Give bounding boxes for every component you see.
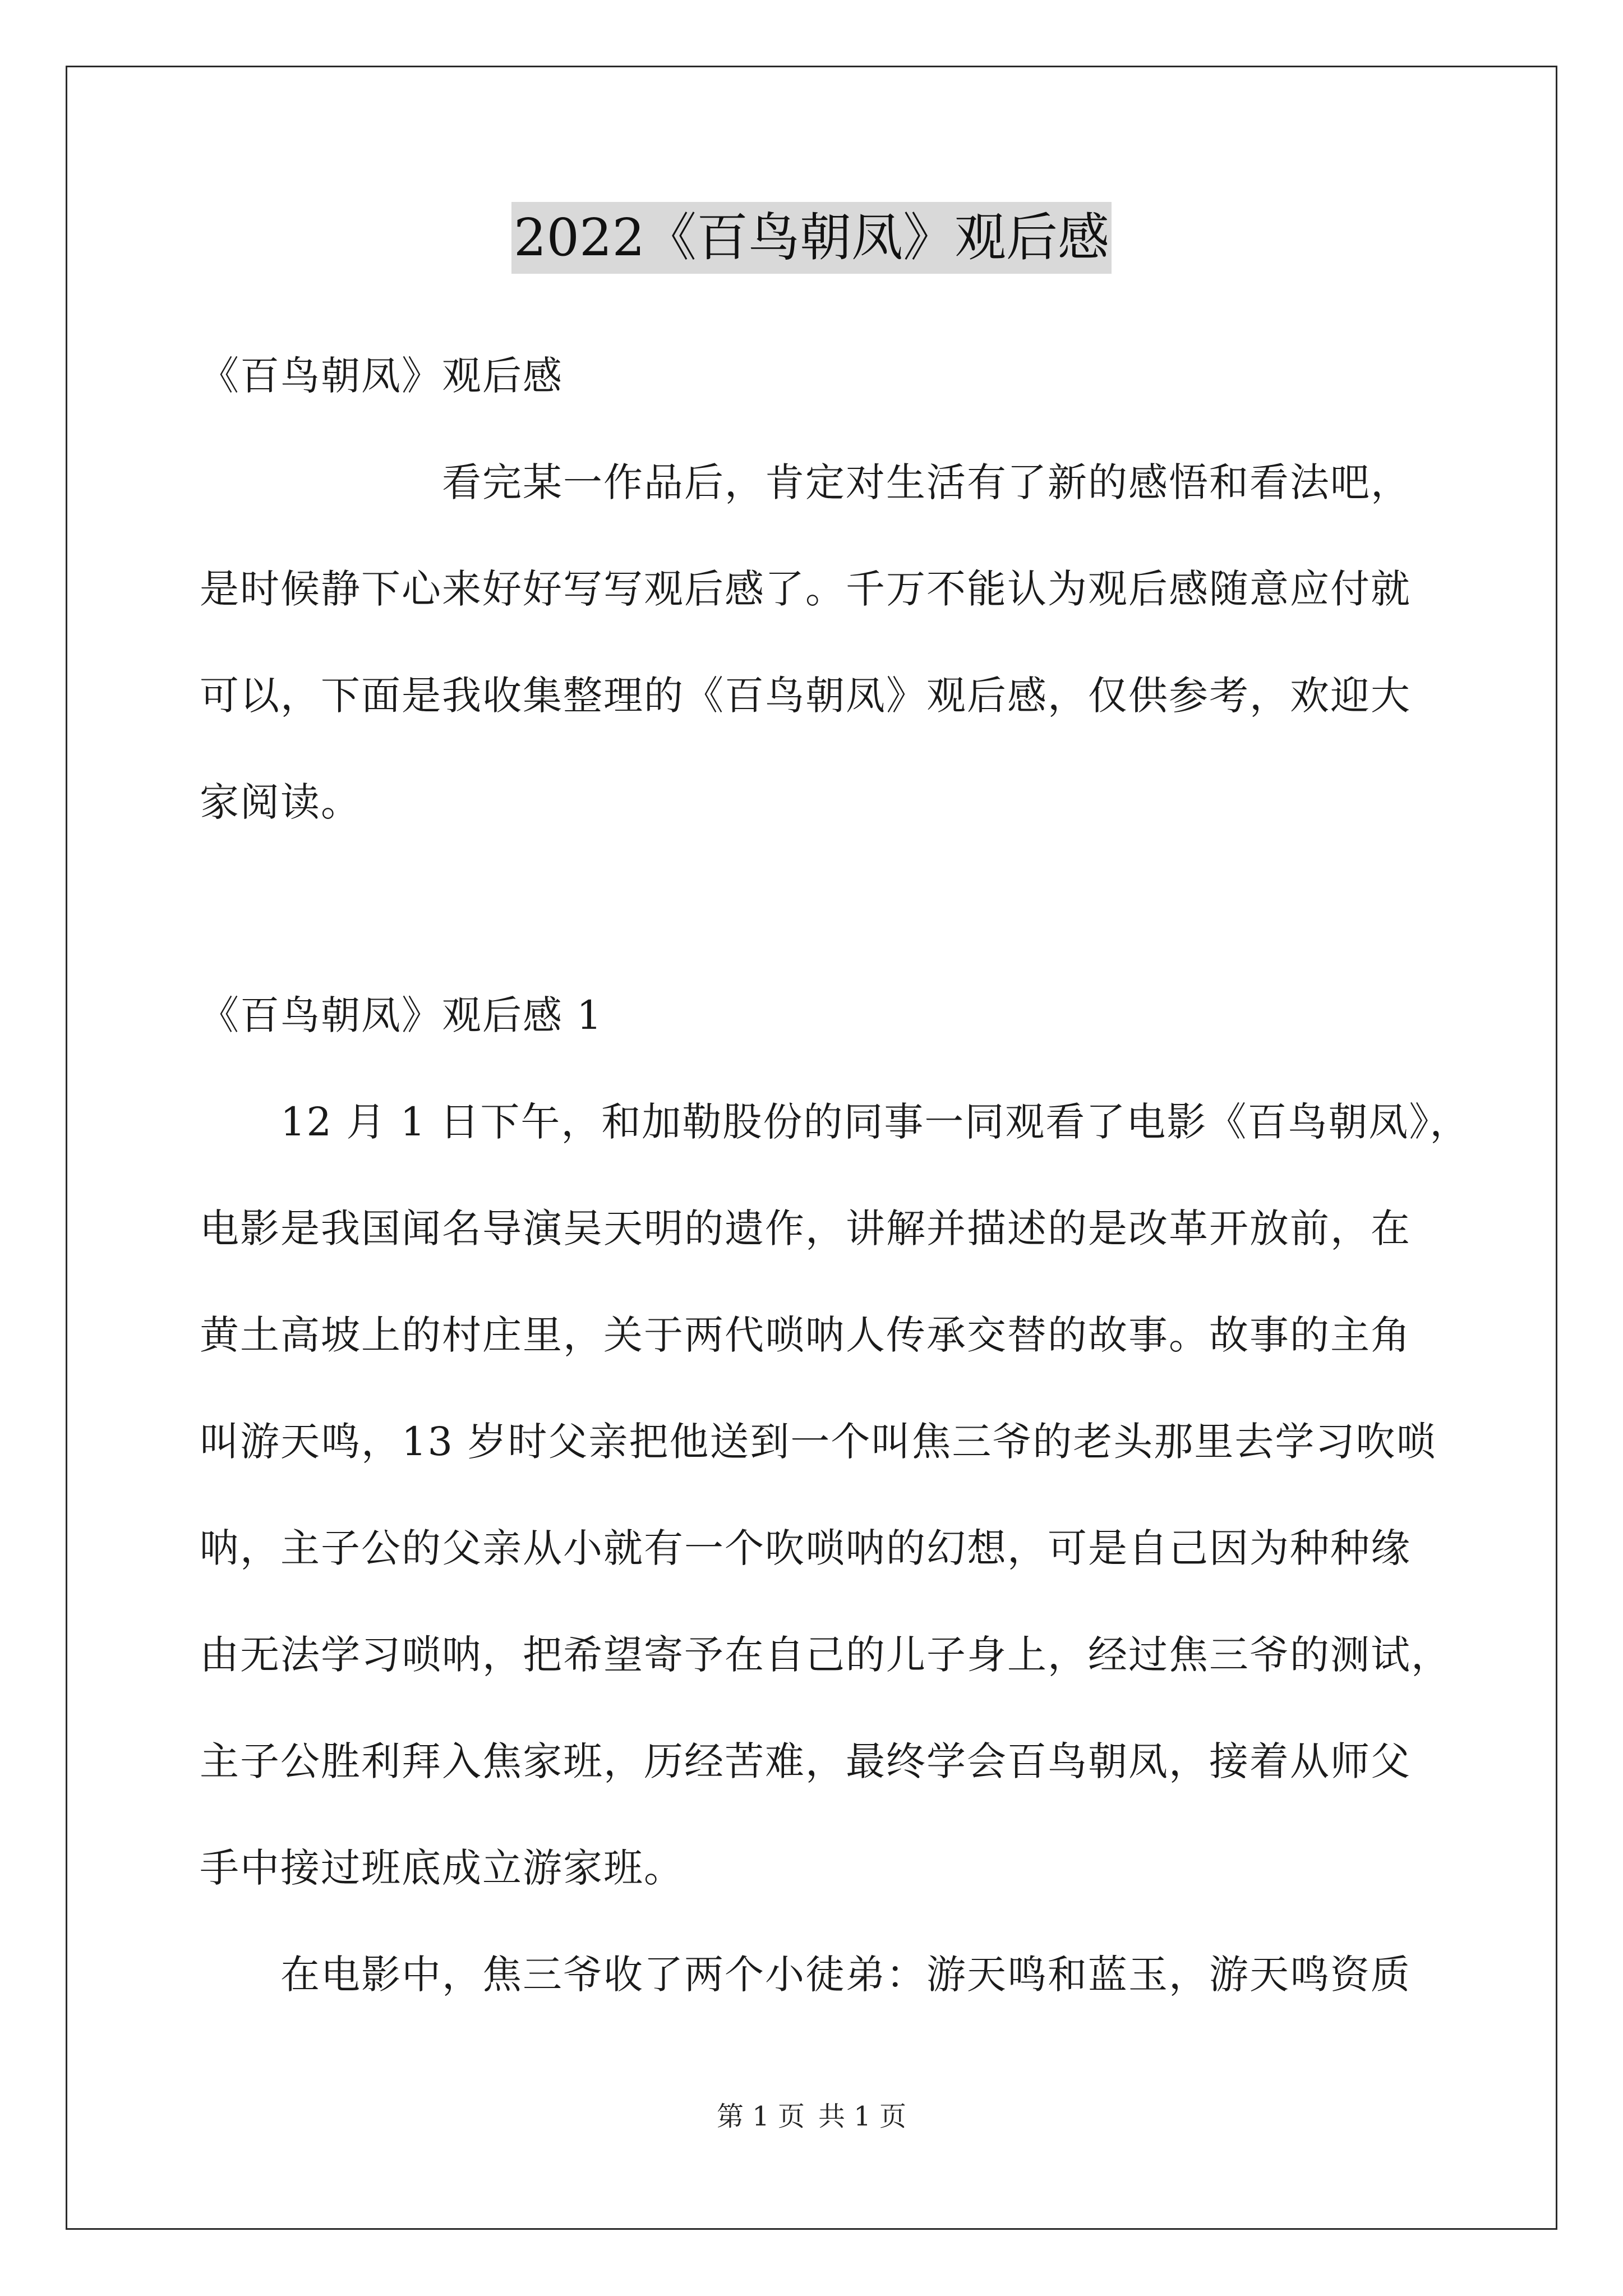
paragraph-line: 由无法学习唢呐，把希望寄予在自己的儿子身上，经过焦三爷的测试， — [200, 1632, 1451, 1678]
paragraph-line: 手中接过班底成立游家班。 — [200, 1845, 684, 1891]
page-total: 共 1 页 — [818, 2101, 907, 2132]
section-heading: 《百鸟朝凤》观后感 1 — [200, 992, 603, 1038]
paragraph-line: 黄土高坡上的村庄里，关于两代唢呐人传承交替的故事。故事的主角 — [200, 1312, 1411, 1358]
document-title: 2022《百鸟朝凤》观后感 — [511, 202, 1112, 274]
intro-heading: 《百鸟朝凤》观后感 — [200, 353, 563, 399]
paragraph-line: 是时候静下心来好好写写观后感了。千万不能认为观后感随意应付就 — [200, 566, 1411, 612]
paragraph-line: 看完某一作品后，肯定对生活有了新的感悟和看法吧， — [200, 459, 1411, 505]
paragraph-line: 叫游天鸣，13 岁时父亲把他送到一个叫焦三爷的老头那里去学习吹唢 — [200, 1419, 1437, 1465]
paragraph-line: 家阅读。 — [200, 779, 361, 825]
paragraph-line: 电影是我国闻名导演吴天明的遗作，讲解并描述的是改革开放前，在 — [200, 1205, 1411, 1251]
paragraph-line: 在电影中，焦三爷收了两个小徒弟：游天鸣和蓝玉，游天鸣资质 — [200, 1952, 1411, 1998]
paragraph-line: 可以，下面是我收集整理的《百鸟朝凤》观后感，仅供参考，欢迎大 — [200, 673, 1411, 719]
paragraph-line: 12 月 1 日下午，和加勒股份的同事一同观看了电影《百鸟朝凤》， — [200, 1099, 1470, 1145]
paragraph-line: 主子公胜利拜入焦家班，历经苦难，最终学会百鸟朝凤，接着从师父 — [200, 1738, 1411, 1784]
paragraph-line: 呐，主子公的父亲从小就有一个吹唢呐的幻想，可是自己因为种种缘 — [200, 1525, 1411, 1571]
page-footer — [0, 2097, 1623, 2136]
page-number: 第 1 页 — [716, 2101, 805, 2132]
title-container — [0, 202, 1623, 274]
